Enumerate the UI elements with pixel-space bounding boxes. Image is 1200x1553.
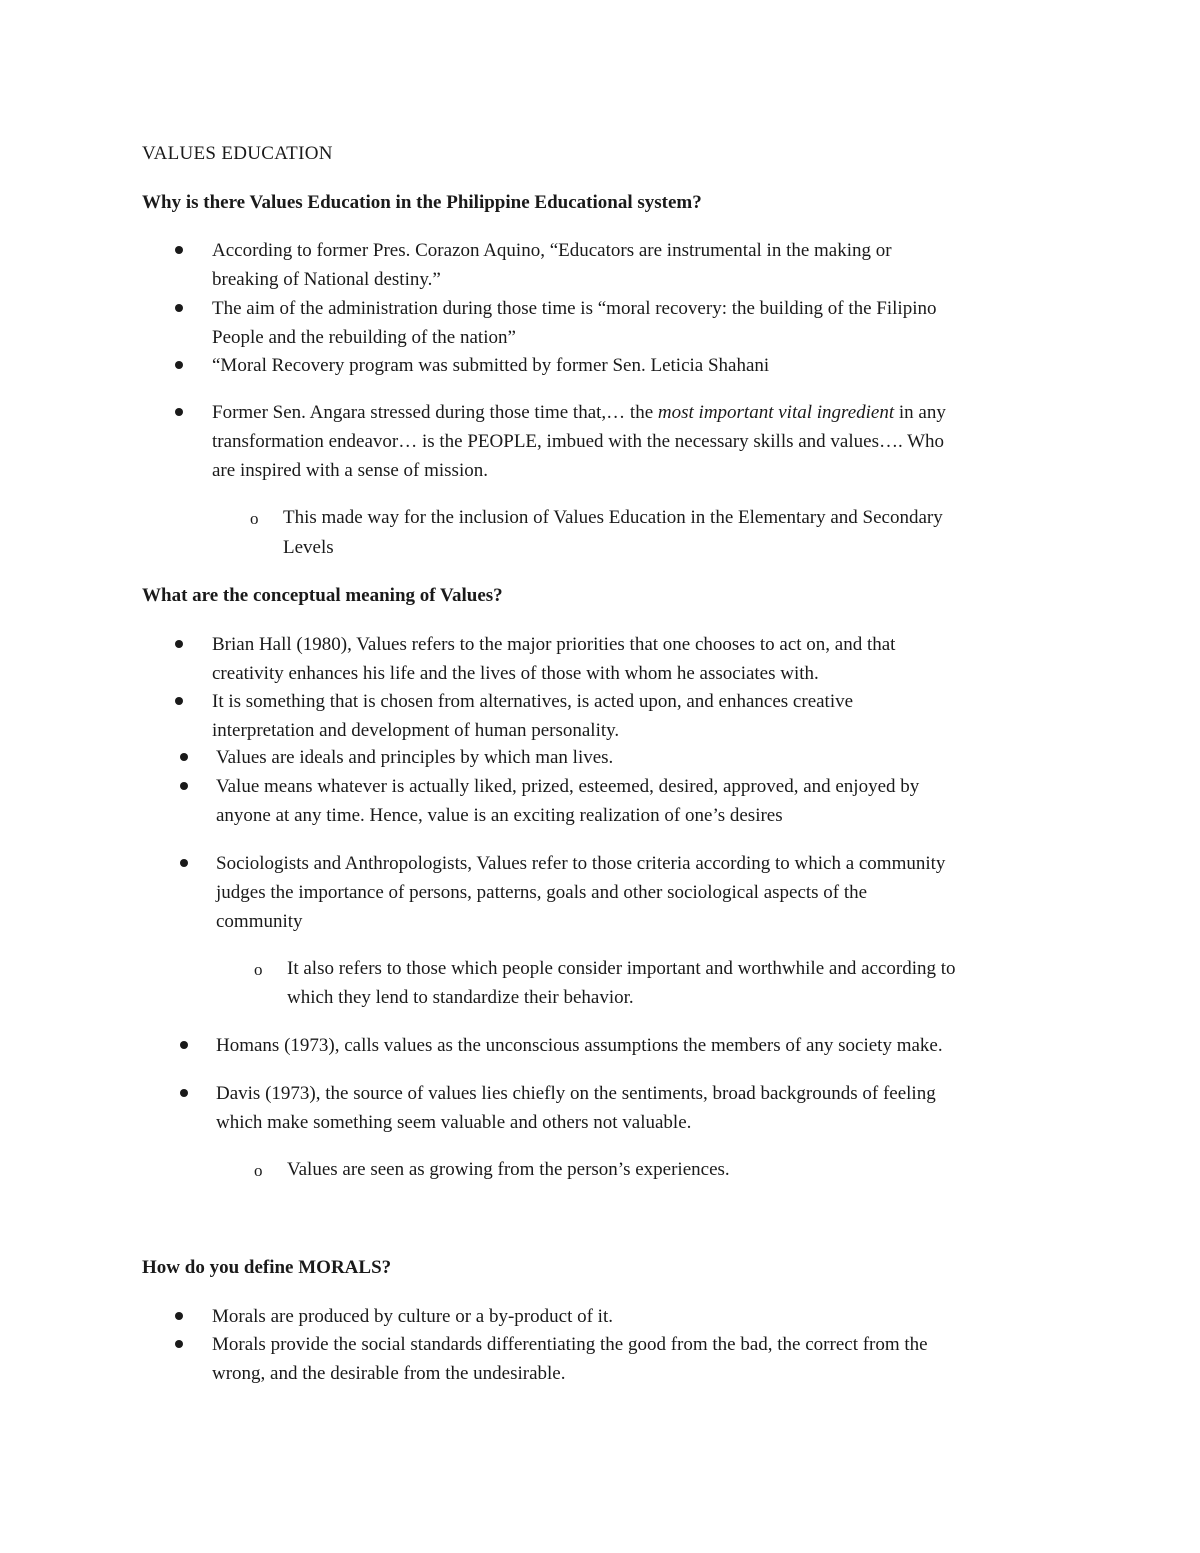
bullet-icon	[175, 640, 183, 648]
list-item-line: which they lend to standardize their behavior.	[287, 987, 634, 1008]
list-item-line: Morals provide the social standards differentiating the good from the bad, the correct from the	[212, 1334, 928, 1355]
list-item-line: Values are ideals and principles by which man lives.	[216, 747, 614, 768]
list-item-line: This made way for the inclusion of Values Education in the Elementary and Secondary	[283, 507, 943, 528]
list-item-line: The aim of the administration during those time is “moral recovery: the building of the Filipino	[212, 298, 937, 319]
bullet-icon	[175, 304, 183, 312]
section-heading-values: What are the conceptual meaning of Values?	[142, 585, 503, 606]
list-item-line: Values are seen as growing from the person’s experiences.	[287, 1159, 730, 1180]
list-item-line: Sociologists and Anthropologists, Values refer to those criteria according to which a community	[216, 853, 946, 874]
bullet-icon	[180, 859, 188, 867]
section-heading-why: Why is there Values Education in the Philippine Educational system?	[142, 192, 702, 213]
bullet-icon	[175, 1340, 183, 1348]
section-heading-morals: How do you define MORALS?	[142, 1257, 392, 1278]
list-item-line: wrong, and the desirable from the undesirable.	[212, 1363, 566, 1384]
list-item-line: Homans (1973), calls values as the unconscious assumptions the members of any society make.	[216, 1035, 943, 1056]
list-item-line: which make something seem valuable and others not valuable.	[216, 1112, 692, 1133]
list-item-line: People and the rebuilding of the nation”	[212, 327, 516, 348]
list-item-line: creativity enhances his life and the lives of those with whom he associates with.	[212, 663, 819, 684]
list-item-line: It is something that is chosen from alternatives, is acted upon, and enhances creative	[212, 691, 854, 712]
list-item-line: “Moral Recovery program was submitted by former Sen. Leticia Shahani	[212, 355, 770, 376]
bullet-icon	[180, 753, 188, 761]
list-item-line: It also refers to those which people consider important and worthwhile and according to	[287, 958, 956, 979]
bullet-icon	[180, 1041, 188, 1049]
bullet-icon	[175, 361, 183, 369]
list-item-line: According to former Pres. Corazon Aquino, “Educators are instrumental in the making or	[212, 240, 892, 261]
bullet-icon	[175, 408, 183, 416]
circle-bullet-icon: o	[254, 960, 263, 979]
page-title: VALUES EDUCATION	[142, 143, 333, 164]
bullet-icon	[180, 782, 188, 790]
text-run: Former Sen. Angara stressed during those time that,… the	[212, 402, 658, 423]
emphasis-text: most important vital ingredient	[657, 402, 895, 423]
text-run: in any	[894, 402, 946, 423]
list-item-line: anyone at any time. Hence, value is an exciting realization of one’s desires	[216, 805, 783, 826]
list-item-line: Davis (1973), the source of values lies chiefly on the sentiments, broad backgrounds of feeling	[216, 1083, 936, 1104]
bullet-icon	[175, 246, 183, 254]
bullet-icon	[175, 697, 183, 705]
list-item-line: breaking of National destiny.”	[212, 269, 441, 290]
circle-bullet-icon: o	[254, 1161, 263, 1180]
list-item-line: interpretation and development of human personality.	[212, 720, 620, 741]
bullet-icon	[180, 1089, 188, 1097]
list-item-line: Levels	[283, 537, 334, 558]
list-item-line: are inspired with a sense of mission.	[212, 460, 488, 481]
list-item-line: Value means whatever is actually liked, prized, esteemed, desired, approved, and enjoyed by	[216, 776, 920, 797]
circle-bullet-icon: o	[250, 509, 259, 528]
list-item-line: transformation endeavor… is the PEOPLE, imbued with the necessary skills and values…. Who	[212, 431, 945, 452]
list-item-line: judges the importance of persons, patterns, goals and other sociological aspects of the	[216, 882, 868, 903]
list-item-line	[212, 398, 946, 427]
list-item-line: community	[216, 911, 303, 932]
list-item-line: Morals are produced by culture or a by-product of it.	[212, 1306, 613, 1327]
bullet-icon	[175, 1312, 183, 1320]
list-item-line: Brian Hall (1980), Values refers to the major priorities that one chooses to act on, and that	[212, 634, 896, 655]
